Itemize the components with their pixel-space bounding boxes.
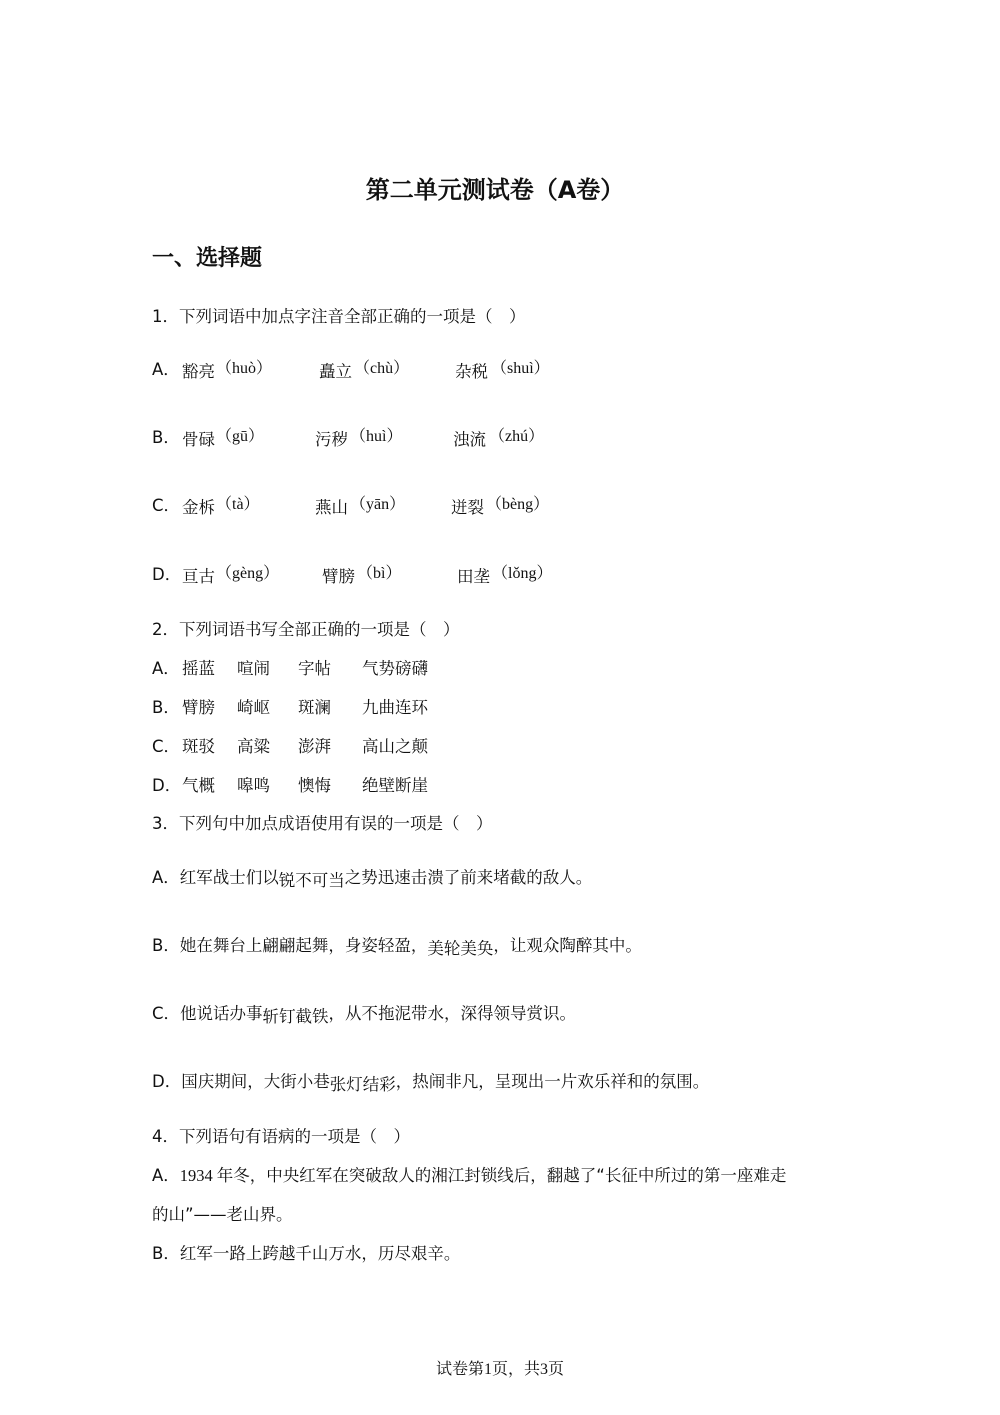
option-word: 气势磅礴: [362, 659, 428, 678]
option-pinyin: （lǒng）: [492, 565, 553, 582]
option-label: B．: [152, 698, 180, 717]
option-word: 杂税: [455, 362, 488, 381]
option-label: B．: [152, 428, 180, 447]
option-word: 字帖: [298, 659, 331, 678]
option-word: 斑驳: [182, 737, 215, 756]
option-pinyin: （gū）: [216, 428, 265, 445]
idiom: 美轮美奂: [427, 939, 494, 958]
option-word: 骨碌: [182, 430, 215, 449]
sentence-before: 他说话办事: [180, 1004, 263, 1023]
footer-text: 试卷第: [435, 1359, 484, 1378]
question-4-stem: 4．下列语句有语病的一项是（ ）: [152, 1127, 410, 1146]
question-3-stem: 3．下列句中加点成语使用有误的一项是（ ）: [152, 814, 493, 833]
sentence-text: 红军一路上跨越千山万水，历尽艰辛。: [179, 1244, 461, 1263]
q4-option-a-line1: [152, 1162, 786, 1186]
page-title: 第二单元测试卷（A卷）: [365, 176, 625, 204]
option-word: 燕山: [315, 498, 348, 517]
option-word: 懊悔: [298, 776, 331, 795]
option-word: 九曲连环: [362, 698, 428, 717]
q4-option-b: [152, 1240, 460, 1264]
option-word: 矗立: [319, 362, 352, 381]
sentence-text: 年冬，中央红军在突破敌人的湘江封锁线后，翻越了“长征中所过的第一座难走: [216, 1166, 787, 1185]
sentence-after: ，热闹非凡，呈现出一片欢乐祥和的氛围。: [395, 1072, 710, 1091]
question-1-stem: 1．下列词语中加点字注音全部正确的一项是（ ）: [152, 307, 526, 326]
footer-text: 页，共: [491, 1359, 540, 1378]
option-pinyin: （bì）: [357, 565, 402, 582]
sentence-after: 之势迅速击溃了前来堵截的敌人。: [344, 868, 593, 887]
footer-total-pages: 3: [540, 1361, 548, 1378]
footer-page-number: 1: [483, 1361, 492, 1378]
option-word: 崎岖: [237, 698, 270, 717]
sentence-before: 国庆期间，大街小巷: [181, 1072, 330, 1091]
option-label: D．: [152, 1072, 182, 1091]
option-label: C．: [152, 496, 181, 515]
option-pinyin: （gèng）: [216, 565, 280, 582]
option-word: 金柝: [182, 498, 215, 517]
option-word: 迸裂: [451, 498, 484, 517]
q3-option-d: [152, 1068, 709, 1092]
page-footer: [0, 1356, 1000, 1379]
option-word: 喧闹: [237, 659, 270, 678]
option-word: 绝壁断崖: [362, 776, 428, 795]
option-label: D．: [152, 565, 182, 584]
option-label: A．: [152, 360, 180, 379]
question-2-stem: 2．下列词语书写全部正确的一项是（ ）: [152, 620, 460, 639]
sentence-after: ，从不拖泥带水，深得领导赏识。: [328, 1004, 577, 1023]
footer-text: 页: [548, 1359, 565, 1378]
option-label: A．: [152, 1166, 180, 1185]
option-pinyin: （huò）: [216, 360, 273, 377]
option-pinyin: （huì）: [350, 428, 403, 445]
year-number: 1934: [179, 1166, 213, 1185]
idiom: 张灯结彩: [329, 1075, 396, 1094]
option-pinyin: （zhú）: [489, 428, 545, 445]
option-label: D．: [152, 776, 182, 795]
option-word: 污秽: [315, 430, 348, 449]
sentence-before: 红军战士们以: [179, 868, 279, 887]
option-label: C．: [152, 1004, 181, 1023]
option-word: 亘古: [182, 567, 215, 586]
option-label: B．: [152, 936, 180, 955]
q3-option-b: [152, 932, 642, 956]
option-pinyin: （shuì）: [491, 360, 550, 377]
section-heading: 一、选择题: [152, 246, 263, 271]
option-word: 浊流: [453, 430, 486, 449]
option-pinyin: （yān）: [350, 496, 406, 513]
q3-option-a: [152, 864, 592, 888]
option-label: C．: [152, 737, 181, 756]
option-pinyin: （chù）: [354, 360, 410, 377]
q3-option-c: [152, 1000, 576, 1024]
idiom: 锐不可当: [278, 871, 345, 890]
option-word: 豁亮: [182, 362, 215, 381]
sentence-after: ，让观众陶醉其中。: [493, 936, 642, 955]
option-pinyin: （tà）: [216, 496, 260, 513]
option-word: 摇蓝: [182, 659, 215, 678]
option-word: 田垄: [457, 567, 490, 586]
sentence-before: 她在舞台上翩翩起舞，身姿轻盈，: [179, 936, 428, 955]
option-word: 高山之颠: [362, 737, 428, 756]
option-word: 斑澜: [298, 698, 331, 717]
q4-option-a-line2: 的山”——老山界。: [152, 1205, 293, 1224]
idiom: 斩钉截铁: [262, 1007, 329, 1026]
option-word: 高粱: [237, 737, 270, 756]
option-label: B．: [152, 1244, 180, 1263]
option-label: A．: [152, 659, 180, 678]
option-word: 臂膀: [322, 567, 355, 586]
option-word: 嗥鸣: [237, 776, 270, 795]
option-pinyin: （bèng）: [486, 496, 550, 513]
option-word: 臂膀: [182, 698, 215, 717]
option-label: A．: [152, 868, 180, 887]
option-word: 气概: [182, 776, 215, 795]
option-word: 澎湃: [298, 737, 331, 756]
